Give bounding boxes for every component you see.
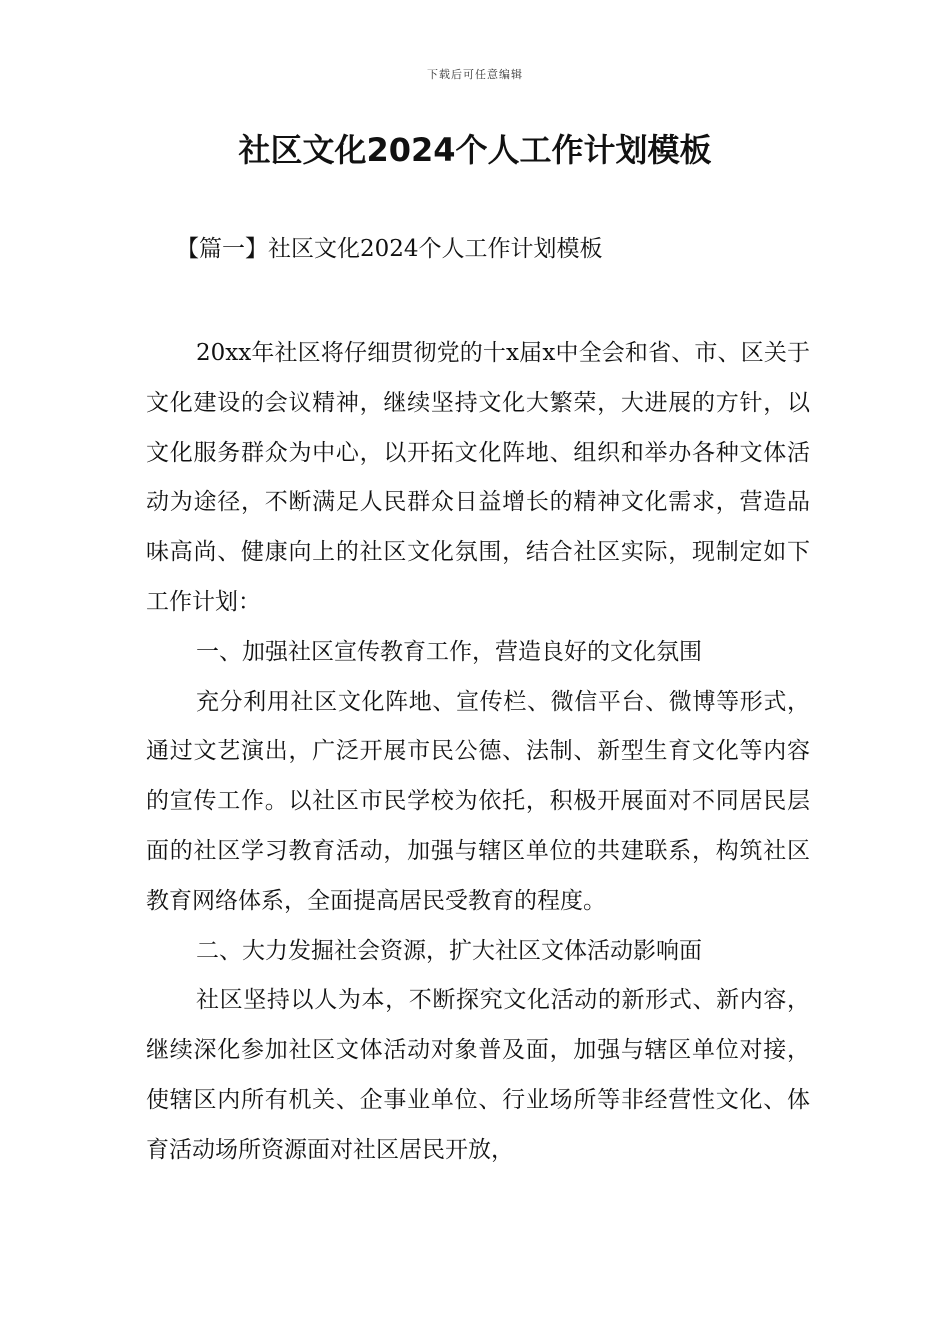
document-body [146, 329, 810, 1176]
document-title: 社区文化2024个人工作计划模板 [238, 131, 712, 169]
page-header-note: 下载后可任意编辑 [427, 68, 523, 81]
paragraph-intro: 20xx年社区将仔细贯彻党的十x届x中全会和省、市、区关于文化建设的会议精神，继续坚持文化大繁荣，大进展的方针，以文化服务群众为中心，以开拓文化阵地、组织和举办各种文体活动为途径，不断满足人民群众日益增长的精神文化需求，营造品味高尚、健康向上的社区文化氛围，结合社区实际，现制定如下工作计划： [146, 340, 810, 615]
section-heading: 【篇一】社区文化2024个人工作计划模板 [176, 236, 603, 262]
subheading-two: 二、大力发掘社会资源，扩大社区文体活动影响面 [196, 937, 702, 964]
paragraph-one: 充分利用社区文化阵地、宣传栏、微信平台、微博等形式，通过文艺演出，广泛开展市民公德、法制、新型生育文化等内容的宣传工作。以社区市民学校为依托，积极开展面对不同居民层面的社区学习教育活动，加强与辖区单位的共建联系，构筑社区教育网络体系，全面提高居民受教育的程度。 [146, 688, 810, 914]
subheading-one: 一、加强社区宣传教育工作，营造良好的文化氛围 [196, 638, 702, 665]
paragraph-two: 社区坚持以人为本，不断探究文化活动的新形式、新内容，继续深化参加社区文体活动对象普及面，加强与辖区单位对接，使辖区内所有机关、企事业单位、行业场所等非经营性文化、体育活动场所资源面对社区居民开放， [146, 987, 810, 1163]
